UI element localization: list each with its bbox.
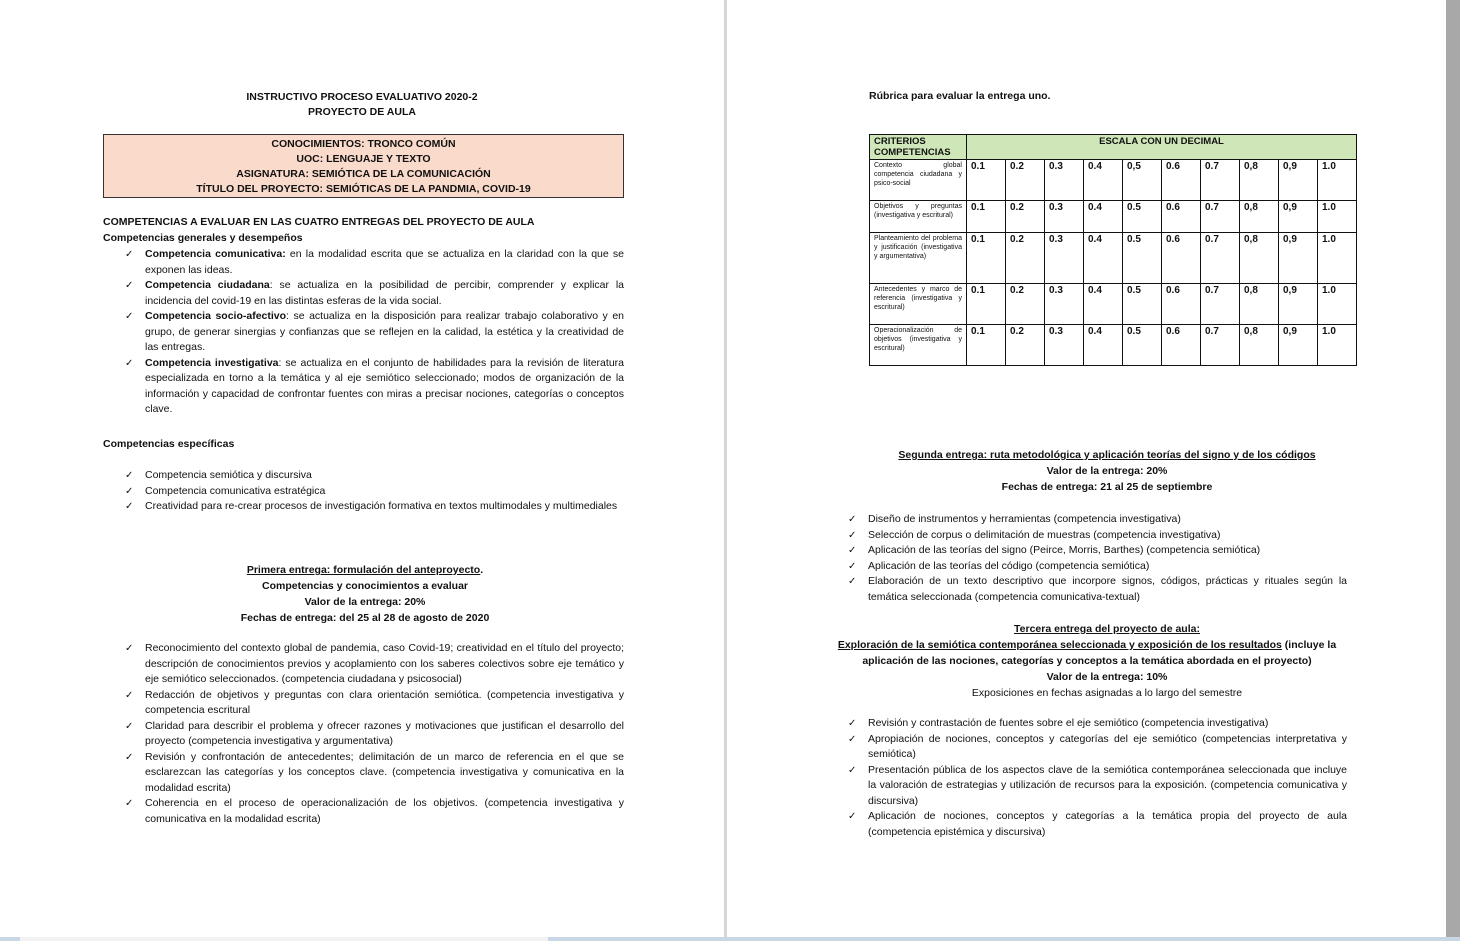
entrega2-valor: Valor de la entrega: 20% xyxy=(1046,465,1168,477)
score-cell: 0.2 xyxy=(1006,284,1045,325)
check-icon: ✓ xyxy=(848,576,857,587)
list-item: ✓ Competencia ciudadana: se actualiza en la posibilidad de percibir, comprender y explicar la incidencia del covid-19 en las distintas esferas de la vida social. xyxy=(125,279,624,307)
score-cell: 0.3 xyxy=(1045,201,1084,233)
score-cell: 0,8 xyxy=(1240,284,1279,325)
score-cell: 0.1 xyxy=(967,325,1006,366)
check-icon: ✓ xyxy=(848,811,857,822)
table-row xyxy=(870,233,1357,284)
entrega3-subtitle: Exploración de la semiótica contemporánea seleccionada y exposición de los resultados (incluye la aplicación de las nociones, categorías y conceptos a la temática abordada en el proyecto) xyxy=(837,639,1337,667)
list-item: ✓ Diseño de instrumentos y herramientas (competencia investigativa) xyxy=(826,512,1347,528)
check-icon: ✓ xyxy=(848,718,857,729)
score-cell: 0,9 xyxy=(1279,233,1318,284)
list-item: ✓ Selección de corpus o delimitación de muestras (competencia investigativa) xyxy=(826,528,1347,544)
score-cell: 0.2 xyxy=(1006,325,1045,366)
document-heading xyxy=(0,90,724,120)
score-cell: 0.4 xyxy=(1084,160,1123,201)
score-cell: 0.5 xyxy=(1123,284,1162,325)
competencias-generales-heading: Competencias generales y desempeños xyxy=(103,232,303,244)
entrega3-exposiciones: Exposiciones en fechas asignadas a lo largo del semestre xyxy=(971,687,1243,699)
score-cell: 0.1 xyxy=(967,284,1006,325)
list-item: ✓ Competencia socio-afectivo: se actualiza en la disposición para realizar trabajo colaborativo y en grupo, de generar sinergias y confianzas que se reflejen en la calidad, la estética y la creatividad de las entregas. xyxy=(125,310,624,353)
score-cell: 0.7 xyxy=(1201,233,1240,284)
entrega3-list xyxy=(826,716,1347,840)
check-icon: ✓ xyxy=(125,798,134,809)
entrega2-title: Segunda entrega: ruta metodológica y aplicación teorías del signo y de los códigos xyxy=(898,449,1316,461)
list-item: ✓ Aplicación de nociones, conceptos y categorías a la temática propia del proyecto de aula (competencia epistémica y discursiva) xyxy=(848,810,1347,838)
criterion-cell: Operacionalización de objetivos (investigativa y escritural) xyxy=(870,325,967,366)
check-icon: ✓ xyxy=(125,501,134,512)
score-cell: 0,5 xyxy=(1123,160,1162,201)
score-cell: 0.4 xyxy=(1084,284,1123,325)
check-icon: ✓ xyxy=(125,720,134,732)
score-cell: 0.1 xyxy=(967,201,1006,233)
score-cell: 0,9 xyxy=(1279,160,1318,201)
competencias-title: COMPETENCIAS A EVALUAR EN LAS CUATRO ENTREGAS DEL PROYECTO DE AULA xyxy=(103,216,535,228)
list-item: ✓ Competencia investigativa: se actualiza en el conjunto de habilidades para la revisión de literatura especializada en torno a la temática y al eje semiótico seleccionado; modos de organización de la información y capacidad de confrontar fuentes con miras a precisar nociones, categorías o conceptos clave. xyxy=(125,356,624,415)
check-icon: ✓ xyxy=(848,764,857,776)
list-item: ✓ Reconocimiento del contexto global de pandemia, caso Covid-19; creatividad en el título del proyecto; descripción de conocimientos previos y acoplamiento con los saberes colectivos sobre eje temático y eje semiótico seleccionados. (competencia ciudadana y psicosocial) xyxy=(125,642,624,685)
score-cell: 0.3 xyxy=(1045,325,1084,366)
score-cell: 0,8 xyxy=(1240,201,1279,233)
entrega3-title: Tercera entrega del proyecto de aula: xyxy=(1014,623,1200,635)
rubric-title: Rúbrica para evaluar la entrega uno. xyxy=(869,90,1051,102)
list-item: ✓ Revisión y contrastación de fuentes sobre el eje semiótico (competencia investigativa) xyxy=(826,716,1347,732)
score-cell: 0.4 xyxy=(1084,325,1123,366)
general-competencies-list xyxy=(103,247,624,418)
score-cell: 1.0 xyxy=(1318,284,1357,325)
criterion-cell: Antecedentes y marco de referencia (investigativa y escritural) xyxy=(870,284,967,325)
check-icon: ✓ xyxy=(125,357,134,369)
box-line-asignatura: ASIGNATURA: SEMIÓTICA DE LA COMUNICACIÓN xyxy=(236,168,491,180)
score-cell: 1.0 xyxy=(1318,160,1357,201)
list-item: ✓ Presentación pública de los aspectos clave de la semiótica contemporánea seleccionada que incluye la valoración de estrategias y utilización de recursos para la exposición. (competencia comunicativa y discursiva) xyxy=(848,763,1347,807)
list-item: ✓ Competencia comunicativa estratégica xyxy=(103,484,624,500)
score-cell: 0.7 xyxy=(1201,201,1240,233)
check-icon: ✓ xyxy=(125,280,134,291)
rubric-table xyxy=(869,134,1357,366)
table-row xyxy=(870,325,1357,366)
score-cell: 0.2 xyxy=(1006,160,1045,201)
list-item: ✓ Claridad para describir el problema y ofrecer razones y motivaciones que justifican el desarrollo del proyecto (competencia investigativa y argumentativa) xyxy=(125,719,624,747)
box-line-titulo: TÍTULO DEL PROYECTO: SEMIÓTICAS DE LA PANDMIA, COVID-19 xyxy=(196,183,531,195)
list-item: ✓ Competencia semiótica y discursiva xyxy=(103,468,624,484)
competencias-especificas-heading: Competencias específicas xyxy=(103,438,235,450)
check-icon: ✓ xyxy=(125,751,134,763)
criterion-cell: Contexto global competencia ciudadana y psico-social xyxy=(870,160,967,201)
check-icon: ✓ xyxy=(125,689,134,701)
check-icon: ✓ xyxy=(125,249,134,260)
score-cell: 0.5 xyxy=(1123,325,1162,366)
score-cell: 0.5 xyxy=(1123,201,1162,233)
list-item: ✓ Apropiación de nociones, conceptos y categorías del eje semiótico (competencias interpretativa y semiótica) xyxy=(848,732,1347,760)
score-cell: 0.6 xyxy=(1162,325,1201,366)
box-line-conocimientos: CONOCIMIENTOS: TRONCO COMÚN xyxy=(271,138,456,150)
list-item: ✓ Redacción de objetivos y preguntas con clara orientación semiótica. (competencia investigativa y competencia escritural xyxy=(125,688,624,716)
score-cell: 0.3 xyxy=(1045,284,1084,325)
entrega1-subtitle: Competencias y conocimientos a evaluar xyxy=(262,580,468,592)
score-cell: 0.1 xyxy=(967,160,1006,201)
score-cell: 0,8 xyxy=(1240,325,1279,366)
list-item: ✓ Elaboración de un texto descriptivo que incorpore signos, códigos, prácticas y rituales según la temática seleccionada (competencia comunicativa-textual) xyxy=(848,575,1347,603)
score-cell: 0.6 xyxy=(1162,201,1201,233)
specific-competencies-list xyxy=(103,468,624,515)
heading-line-2: PROYECTO DE AULA xyxy=(308,106,416,118)
check-icon: ✓ xyxy=(848,560,857,572)
scale-header: ESCALA CON UN DECIMAL xyxy=(967,135,1357,160)
score-cell: 0.7 xyxy=(1201,160,1240,201)
list-item: ✓ Competencia comunicativa: en la modalidad escrita que se actualiza en la claridad con la que se exponen las ideas. xyxy=(125,248,625,276)
list-item: ✓ Revisión y confrontación de antecedentes; delimitación de un marco de referencia en el que se esclarezcan las categorías y los conceptos clave. (competencia investigativa y comunicativa en la modalidad escrita) xyxy=(125,750,624,794)
score-cell: 0.7 xyxy=(1201,284,1240,325)
score-cell: 0.6 xyxy=(1162,160,1201,201)
score-cell: 0.6 xyxy=(1162,284,1201,325)
check-icon: ✓ xyxy=(848,545,857,556)
document-page-left xyxy=(0,0,724,937)
score-cell: 0,9 xyxy=(1279,284,1318,325)
score-cell: 0.2 xyxy=(1006,233,1045,284)
criterion-cell: Objetivos y preguntas (investigativa y escritural) xyxy=(870,201,967,233)
score-cell: 0,9 xyxy=(1279,325,1318,366)
entrega1-fechas: Fechas de entrega: del 25 al 28 de agosto de 2020 xyxy=(240,612,490,624)
check-icon: ✓ xyxy=(125,311,134,322)
score-cell: 0,9 xyxy=(1279,201,1318,233)
score-cell: 0,8 xyxy=(1240,233,1279,284)
vertical-scrollbar[interactable] xyxy=(1446,0,1460,937)
check-icon: ✓ xyxy=(125,643,134,654)
list-item: ✓ Aplicación de las teorías del signo (Peirce, Morris, Barthes) (competencia semiótica) xyxy=(826,543,1347,559)
score-cell: 1.0 xyxy=(1318,325,1357,366)
entrega2-fechas: Fechas de entrega: 21 al 25 de septiembre xyxy=(1001,481,1213,493)
entrega3-valor: Valor de la entrega: 10% xyxy=(1046,671,1168,683)
table-header-row xyxy=(870,135,1357,160)
check-icon: ✓ xyxy=(848,529,857,541)
check-icon: ✓ xyxy=(848,514,857,525)
list-item: ✓ Aplicación de las teorías del código (competencia semiótica) xyxy=(826,559,1347,575)
score-cell: 1.0 xyxy=(1318,233,1357,284)
score-cell: 0.2 xyxy=(1006,201,1045,233)
score-cell: 0.6 xyxy=(1162,233,1201,284)
score-cell: 0,8 xyxy=(1240,160,1279,201)
score-cell: 0.3 xyxy=(1045,160,1084,201)
box-line-uoc: UOC: LENGUAJE Y TEXTO xyxy=(296,153,431,165)
entrega1-valor: Valor de la entrega: 20% xyxy=(304,596,426,608)
list-item: ✓ Coherencia en el proceso de operacionalización de los objetivos. (competencia investigativa y comunicativa en la modalidad escrita) xyxy=(125,797,624,825)
list-item: ✓ Creatividad para re-crear procesos de investigación formativa en textos multimodales y multimediales xyxy=(103,499,624,515)
criterion-cell: Planteamiento del problema y justificación (investigativa y argumentativa) xyxy=(870,233,967,284)
score-cell: 0.4 xyxy=(1084,233,1123,284)
check-icon: ✓ xyxy=(848,733,857,745)
entrega1-title: Primera entrega: formulación del anteproyecto. xyxy=(246,564,484,576)
score-cell: 1.0 xyxy=(1318,201,1357,233)
score-cell: 0.3 xyxy=(1045,233,1084,284)
score-cell: 0.5 xyxy=(1123,233,1162,284)
entrega2-list xyxy=(826,512,1347,605)
horizontal-scrollbar-thumb[interactable] xyxy=(20,937,548,941)
table-row xyxy=(870,160,1357,201)
criteria-header: CRITERIOS COMPETENCIAS xyxy=(870,135,967,160)
check-icon: ✓ xyxy=(125,485,134,497)
score-cell: 0.4 xyxy=(1084,201,1123,233)
score-cell: 0.1 xyxy=(967,233,1006,284)
heading-line-1: INSTRUCTIVO PROCESO EVALUATIVO 2020-2 xyxy=(246,91,478,103)
table-row xyxy=(870,284,1357,325)
check-icon: ✓ xyxy=(125,470,134,481)
table-row xyxy=(870,201,1357,233)
score-cell: 0.7 xyxy=(1201,325,1240,366)
entrega1-list xyxy=(103,641,624,827)
course-info-box xyxy=(103,134,624,198)
